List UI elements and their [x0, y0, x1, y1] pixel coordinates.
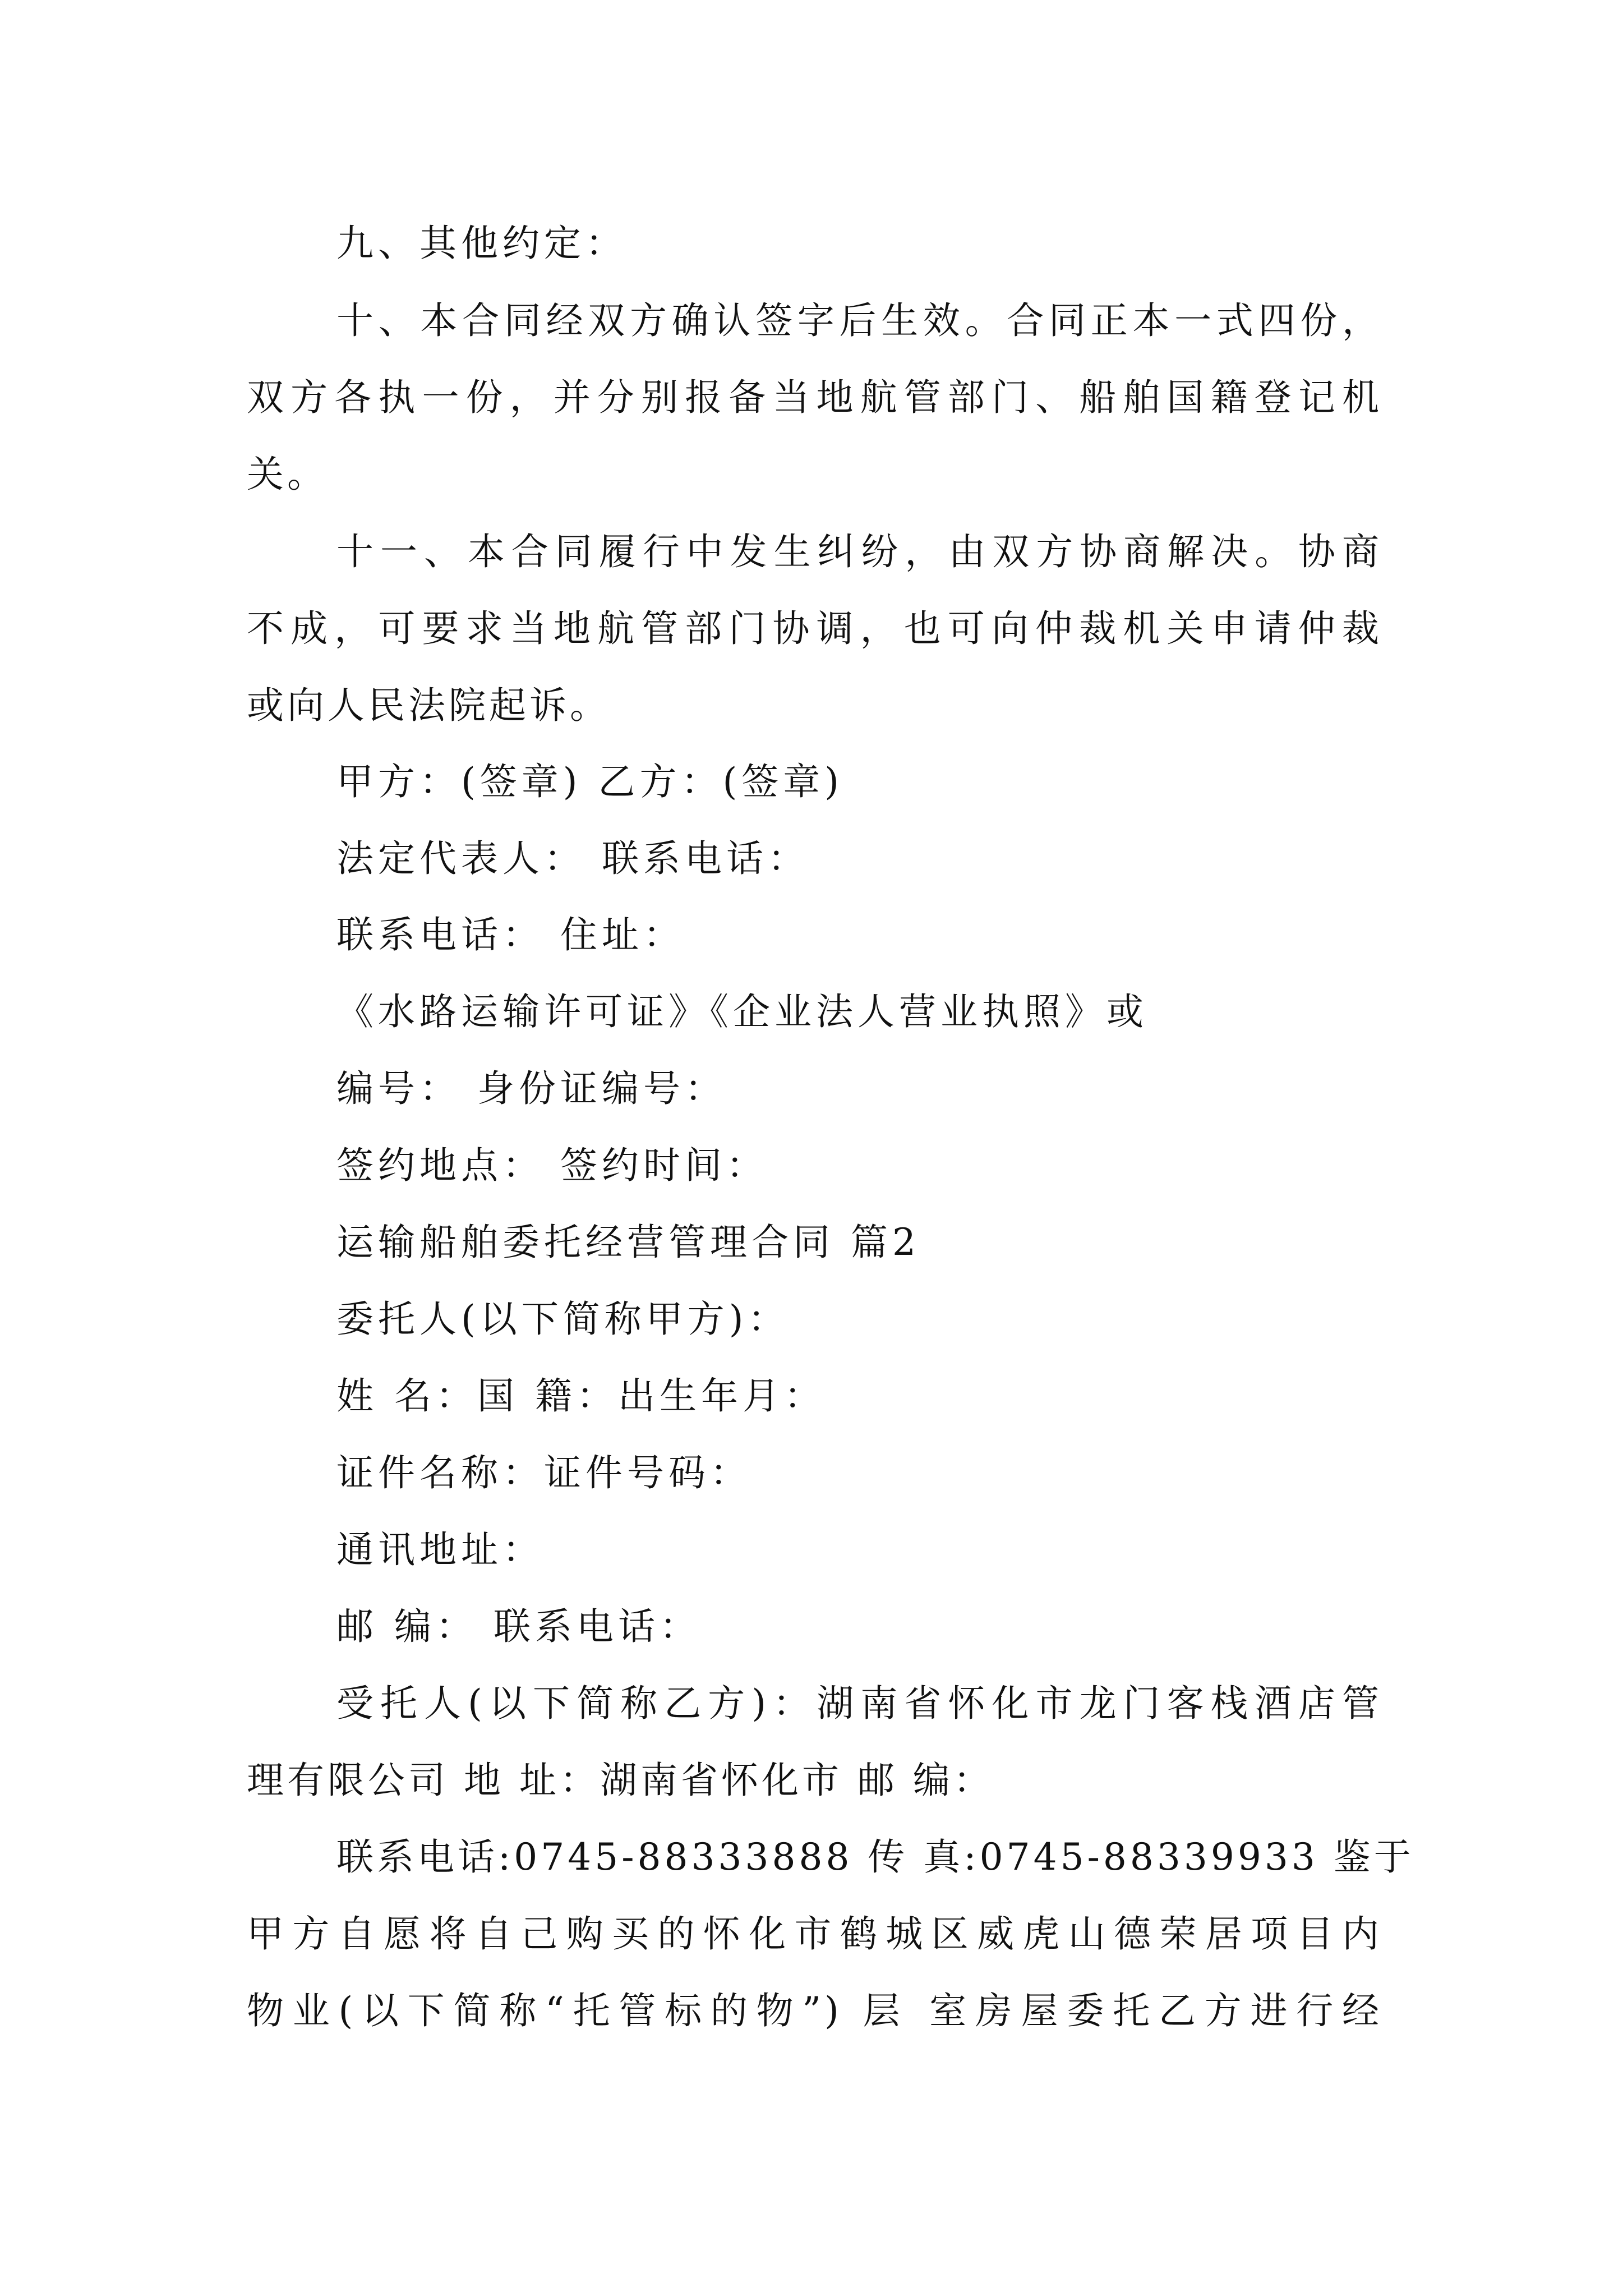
id-line: 证件名称：证件号码： — [336, 1451, 751, 1494]
clause-10-line-2: 双方各执一份，并分别报备当地航管部门、船舶国籍登记机 — [247, 376, 1382, 419]
clause-11-line-1: 十一、本合同履行中发生纠纷，由双方协商解决。协商 — [336, 530, 1382, 573]
clause-10-line-3: 关。 — [247, 453, 328, 496]
legal-rep: 法定代表人： 联系电话： — [336, 837, 809, 880]
signing-place: 签约地点： 签约时间： — [336, 1144, 768, 1187]
clause-11 — [247, 513, 1382, 744]
principal-label: 委托人(以下简称甲方)： — [336, 1297, 790, 1341]
contact-fax-line-3: 物业(以下简称“托管标的物”) 层 室房屋委托乙方进行经 — [247, 1989, 1382, 2032]
clause-9: 九、其他约定： — [336, 222, 627, 265]
clause-11-line-3: 或向人民法院起诉。 — [247, 684, 610, 727]
clause-10-line-1: 十、本合同经双方确认签字后生效。合同正本一式四份， — [336, 299, 1382, 342]
trustee-line-2: 理有限公司 地 址：湖南省怀化市 邮 编： — [247, 1759, 994, 1802]
contact-fax — [247, 1819, 1414, 2049]
mail-address: 通讯地址： — [336, 1528, 544, 1571]
number-line: 编号： 身份证编号： — [336, 1067, 726, 1110]
section-title-2: 运输船舶委托经营管理合同 篇2 — [336, 1221, 920, 1264]
clause-11-line-2: 不成，可要求当地航管部门协调，也可向仲裁机关申请仲裁 — [247, 607, 1382, 650]
trustee — [247, 1665, 1382, 1819]
contact-fax-line-2: 甲方自愿将自己购买的怀化市鹤城区威虎山德荣居项目内 — [247, 1912, 1382, 1955]
party-signature: 甲方：(签章) 乙方：(签章) — [336, 760, 843, 803]
name-line: 姓 名：国 籍：出生年月： — [336, 1374, 826, 1418]
contact-address: 联系电话： 住址： — [336, 913, 685, 956]
postcode-line: 邮 编： 联系电话： — [336, 1605, 701, 1648]
clause-10 — [247, 282, 1382, 513]
license-line: 《水路运输许可证》《企业法人营业执照》或 — [336, 990, 1148, 1033]
contact-fax-line-1: 联系电话:0745-88333888 传 真:0745-88339933 鉴于 — [336, 1835, 1414, 1879]
trustee-line-1: 受托人(以下简称乙方)：湖南省怀化市龙门客栈酒店管 — [336, 1682, 1382, 1725]
